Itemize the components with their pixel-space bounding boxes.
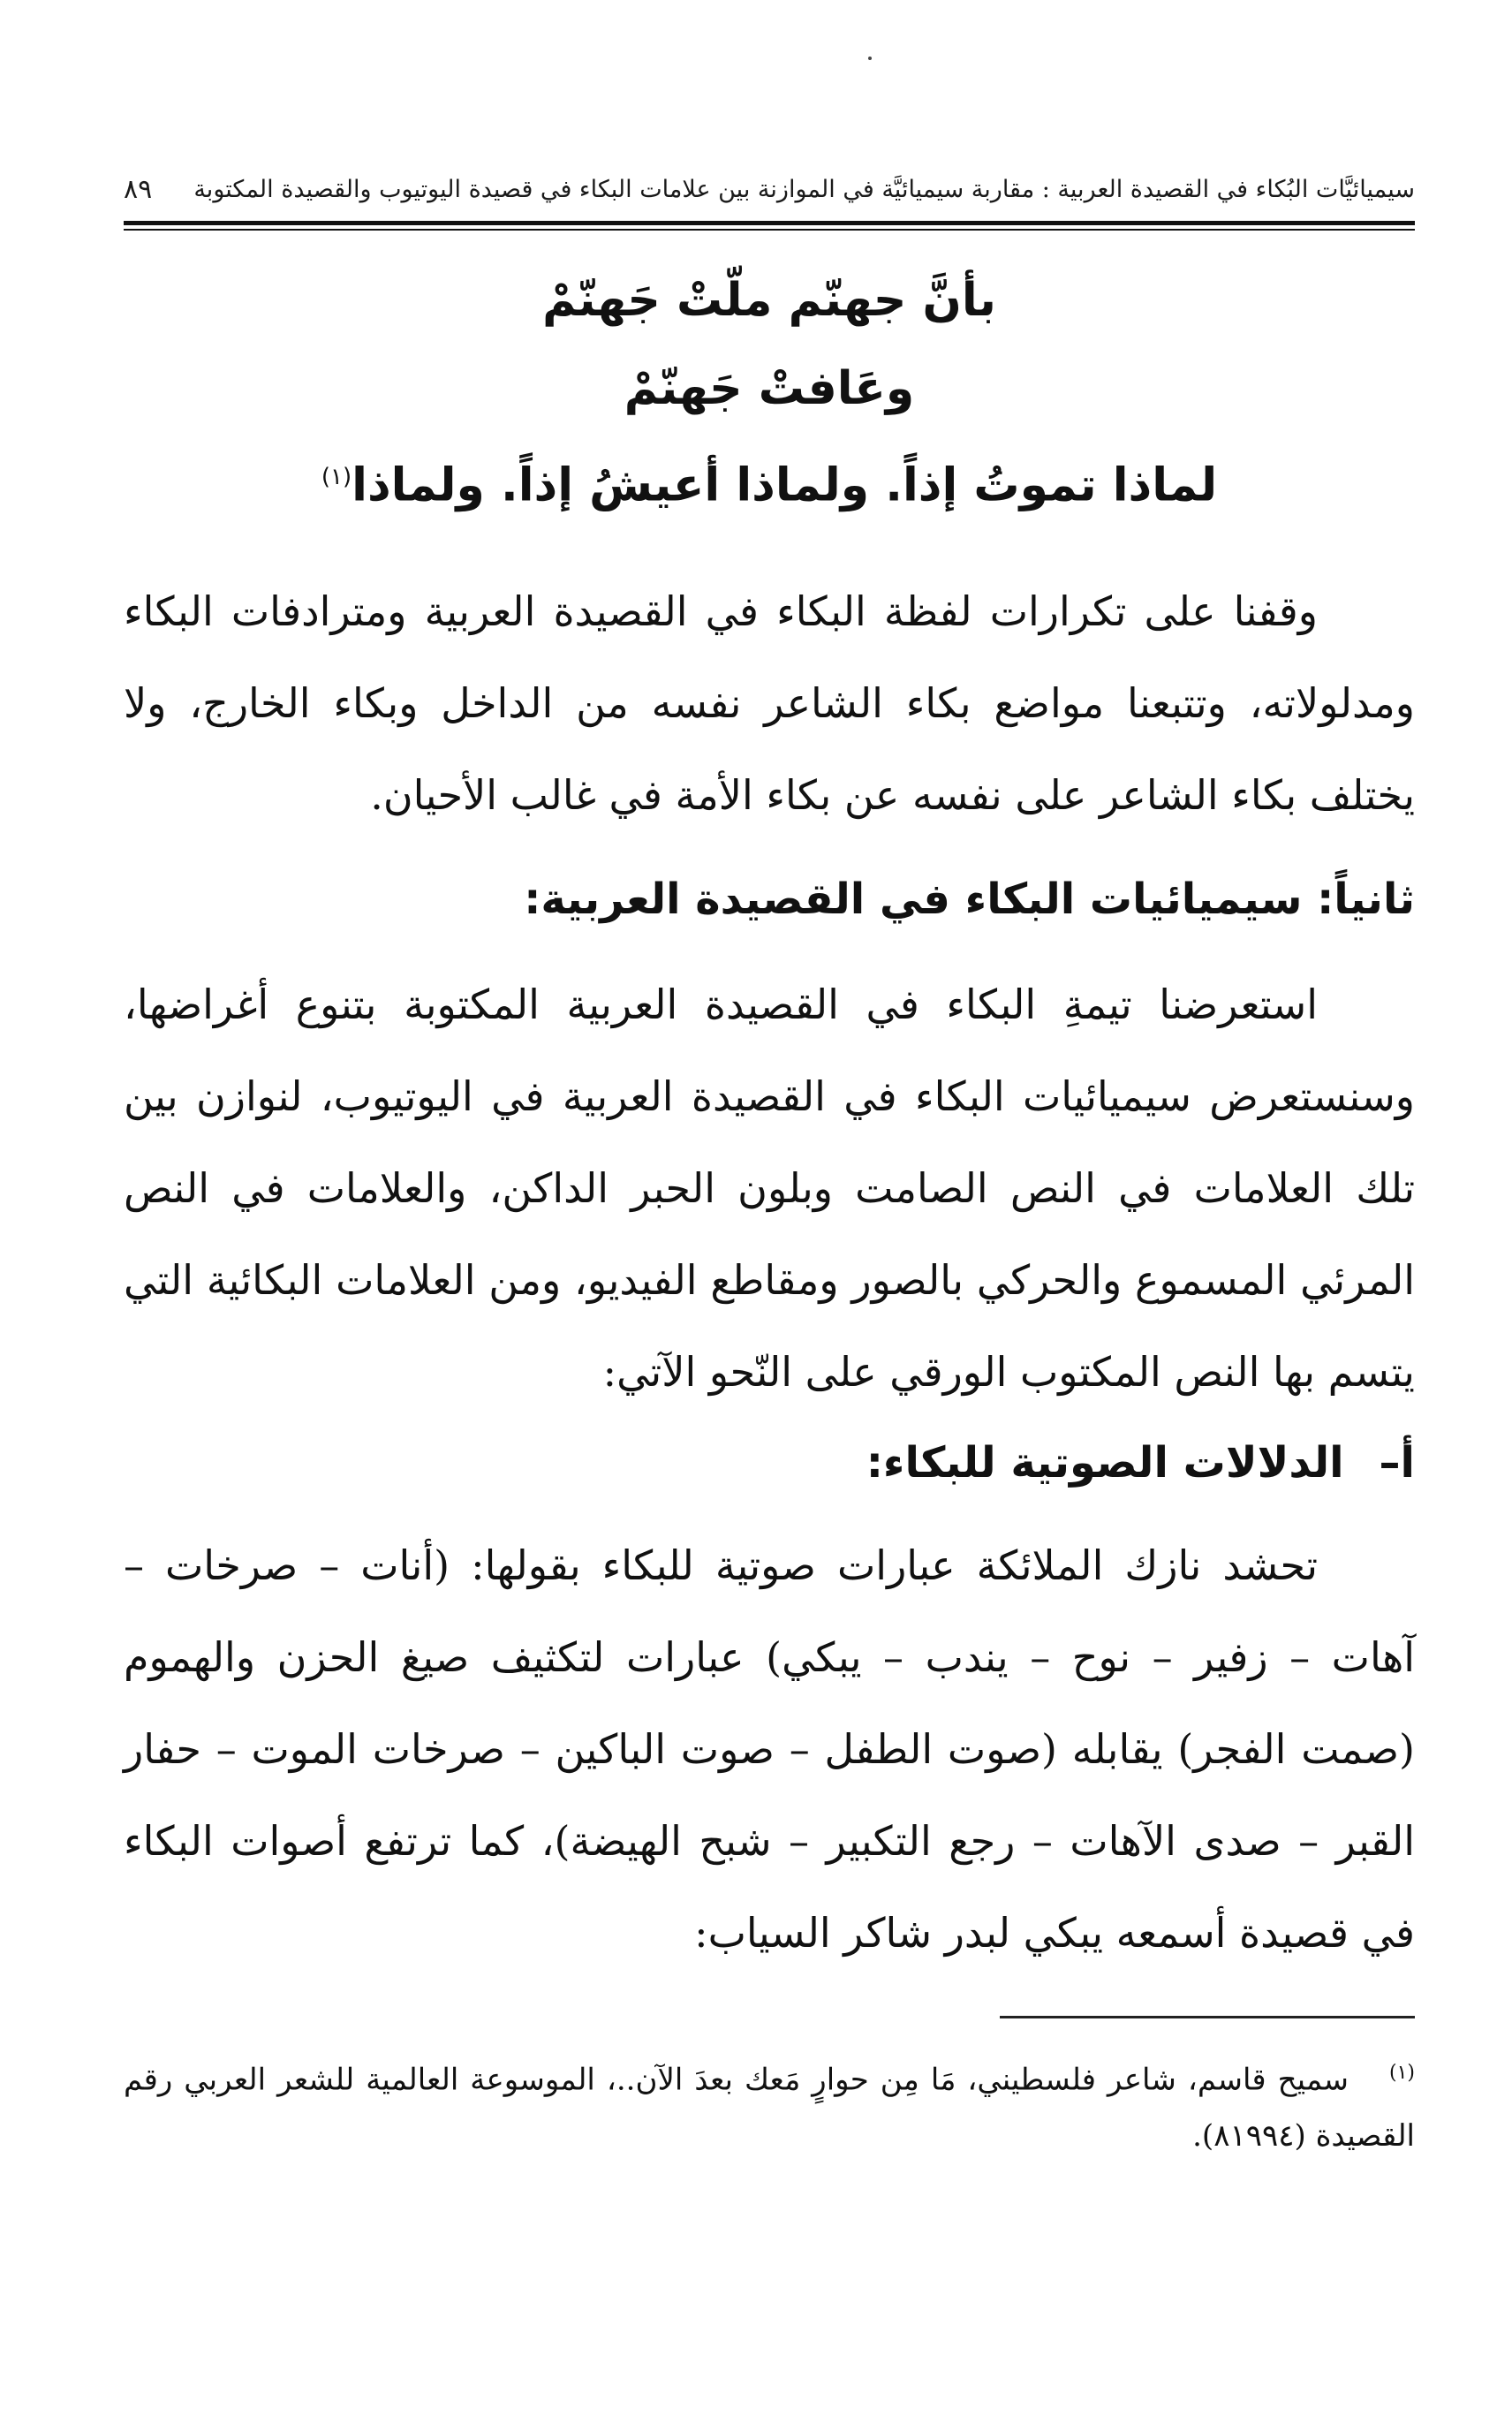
poem-line-3 bbox=[124, 433, 1415, 521]
running-header bbox=[124, 164, 1415, 214]
scan-speck bbox=[868, 57, 872, 60]
section-two-heading bbox=[124, 875, 1415, 924]
footnote bbox=[124, 2045, 1415, 2164]
subsection-a-paragraph: تحشد نازك الملائكة عبارات صوتية للبكاء بقولها: (أنات – صرخات – آهات – زفير – نوح – يندب – يبكي) عبارات لتكثيف صيغ الحزن والهموم (صمت الفجر) يقابله (صوت الطفل – صوت الباكين – صرخات الموت – حفار القبر – صدى الآهات – رجع التكبير – شبح الهيضة)، كما ترتفع أصوات البكاء في قصيدة أسمعه يبكي لبدر شاكر السياب: bbox=[124, 1541, 1415, 1957]
poem-excerpt bbox=[124, 256, 1415, 521]
poem-line-1: بأنَّ جهنّم ملّتْ جَهنّمْ bbox=[542, 274, 996, 327]
poem-line-2: وعَافتْ جَهنّمْ bbox=[624, 362, 915, 415]
poem-line-3-text: لماذا تموتُ إذاً. ولماذا أعيشُ إذاً. ولماذا bbox=[352, 458, 1218, 512]
footnote-reference: (١) bbox=[321, 464, 352, 490]
section-two-paragraph: استعرضنا تيمةِ البكاء في القصيدة العربية المكتوبة بتنوع أغراضها، وسنستعرض سيميائيات البكاء في القصيدة العربية في اليوتيوب، لنوازن بين تلك العلامات في النص الصامت وبلون الحبر الداكن، والعلامات في النص المرئي المسموع والحركي بالصور ومقاطع الفيديو، ومن العلامات البكائية التي يتسم بها النص المكتوب الورقي على النّحو الآتي: bbox=[124, 981, 1416, 1396]
header-rule-thin bbox=[124, 229, 1415, 231]
subsection-a-paragraph-block bbox=[124, 1519, 1415, 1979]
intro-paragraph-block bbox=[124, 565, 1415, 841]
header-rule-thick bbox=[124, 221, 1415, 225]
section-two-paragraph-block bbox=[124, 958, 1415, 1418]
running-title: سيميائيَّات البُكاء في القصيدة العربية : مقاربة سيميائيَّة في الموازنة بين علامات البكاء في قصيدة اليوتيوب والقصيدة المكتوبة bbox=[193, 175, 1415, 203]
page-number: ٨٩ bbox=[124, 173, 153, 205]
subsection-a-marker: أ– bbox=[1379, 1438, 1415, 1488]
intro-paragraph: وقفنا على تكرارات لفظة البكاء في القصيدة العربية ومترادفات البكاء ومدلولاته، وتتبعنا مواضع بكاء الشاعر نفسه من الداخل وبكاء الخارج، ولا يختلف بكاء الشاعر على نفسه عن بكاء الأمة في غالب الأحيان. bbox=[124, 587, 1415, 819]
footnote-text: سميح قاسم، شاعر فلسطيني، مَا مِن حوارٍ مَعك بعدَ الآن..، الموسوعة العالمية للشعر العربي رقم القصيدة (٨١٩٩٤). bbox=[124, 2062, 1415, 2155]
footnote-marker: (١) bbox=[1388, 2062, 1415, 2084]
subsection-a-heading bbox=[124, 1438, 1415, 1488]
subsection-a-heading-text: الدلالات الصوتية للبكاء: bbox=[866, 1438, 1344, 1488]
footnote-separator bbox=[1000, 2016, 1415, 2018]
section-two-heading-text: ثانياً: سيميائيات البكاء في القصيدة العربية: bbox=[524, 875, 1415, 924]
